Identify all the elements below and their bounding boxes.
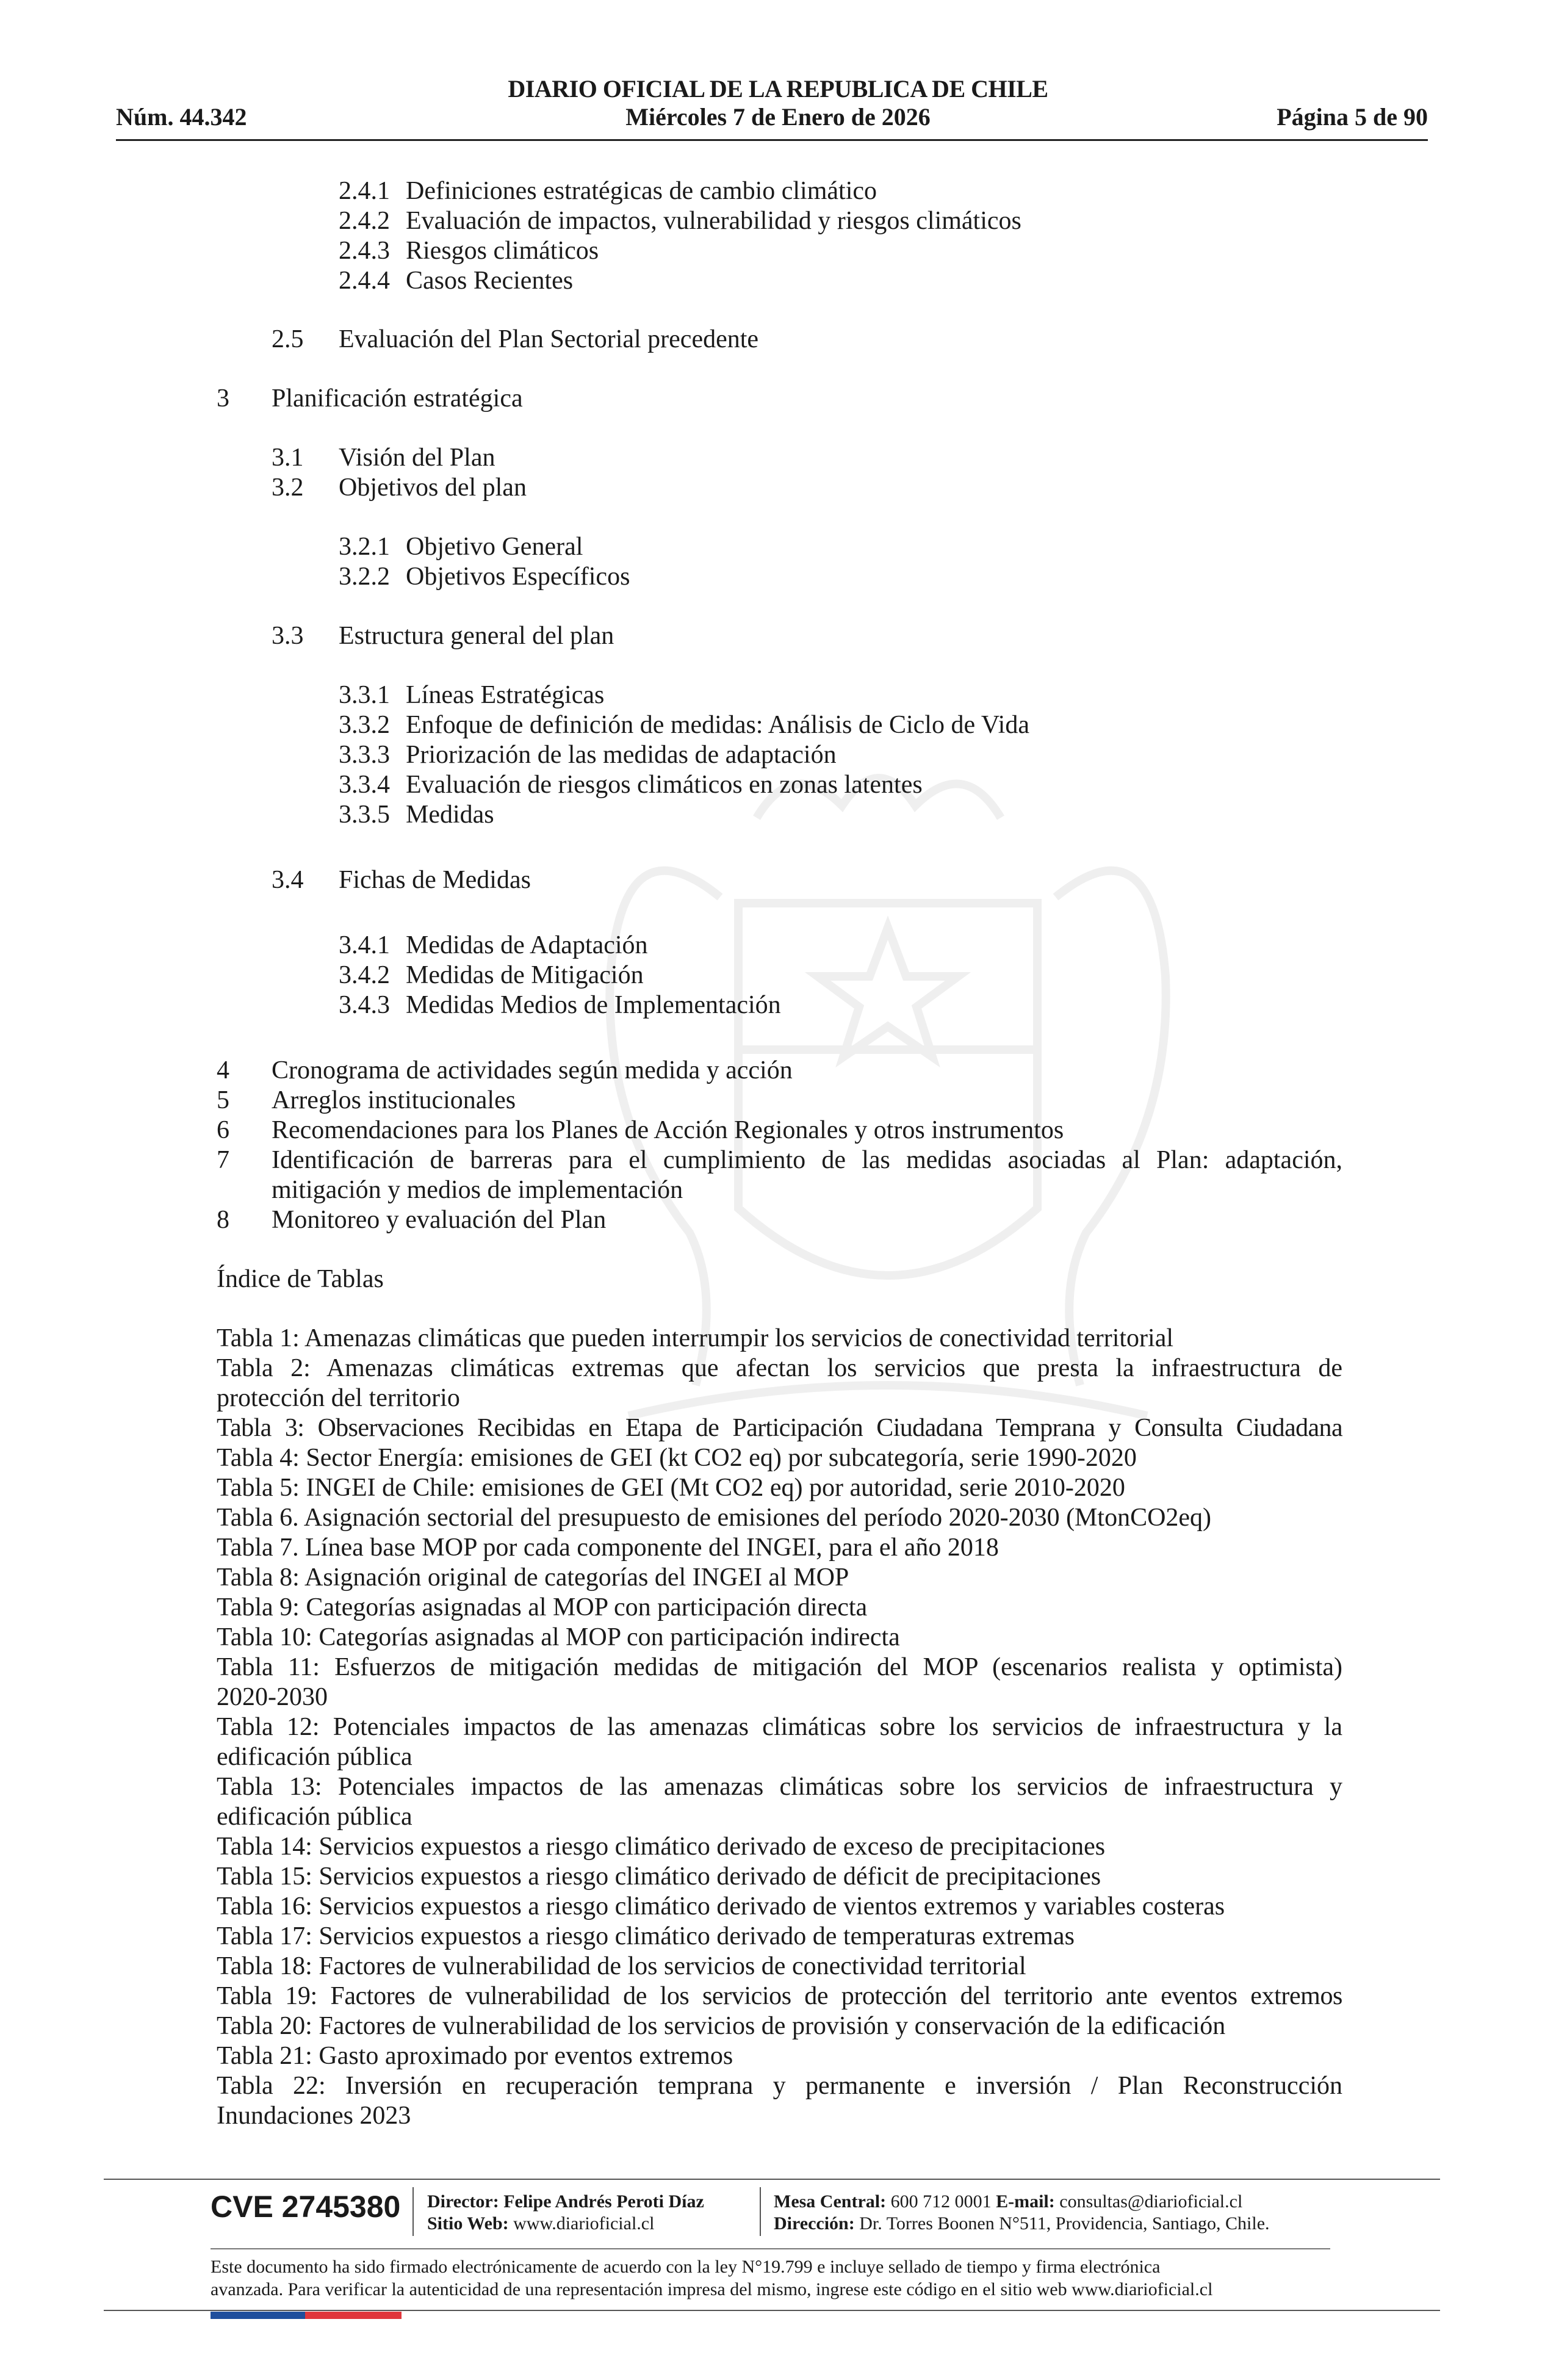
toc-number: 8 <box>217 1206 229 1234</box>
table-entry-12-line1: Tabla 12: Potenciales impactos de las amenazas climáticas sobre los servicios de infraestructura y la <box>217 1713 1342 1741</box>
toc-text: Objetivo General <box>406 533 583 561</box>
toc-text: Evaluación de riesgos climáticos en zonas latentes <box>406 771 923 799</box>
table-entry-13-line1: Tabla 13: Potenciales impactos de las amenazas climáticas sobre los servicios de infraestructura y <box>217 1773 1342 1801</box>
table-entry-2-line1: Tabla 2: Amenazas climáticas extremas que afectan los servicios que presta la infraestructura de <box>217 1354 1342 1382</box>
toc-number: 3.4.1 <box>339 931 390 959</box>
toc-number: 7 <box>217 1146 229 1174</box>
toc-text: Visión del Plan <box>339 444 495 472</box>
table-entry-12-line2: edificación pública <box>217 1743 412 1771</box>
table-entry-6: Tabla 6. Asignación sectorial del presupuesto de emisiones del período 2020-2030 (MtonCO2eq) <box>217 1504 1212 1532</box>
table-entry-9: Tabla 9: Categorías asignadas al MOP con participación directa <box>217 1593 868 1621</box>
toc-number: 3 <box>217 384 229 413</box>
toc-text: Recomendaciones para los Planes de Acción Regionales y otros instrumentos <box>272 1116 1064 1144</box>
toc-text: Priorización de las medidas de adaptación <box>406 741 837 769</box>
toc-number: 2.5 <box>272 325 304 353</box>
toc-text: Fichas de Medidas <box>339 866 531 894</box>
signature-note-line1: Este documento ha sido firmado electrónicamente de acuerdo con la ley N°19.799 e incluye sellado de tiempo y firma electrónica <box>211 2257 1161 2277</box>
table-entry-17: Tabla 17: Servicios expuestos a riesgo climático derivado de temperaturas extremas <box>217 1922 1075 1950</box>
table-entry-1: Tabla 1: Amenazas climáticas que pueden interrumpir los servicios de conectividad territorial <box>217 1324 1174 1352</box>
toc-text: Enfoque de definición de medidas: Análisis de Ciclo de Vida <box>406 711 1029 739</box>
toc-number: 5 <box>217 1086 229 1114</box>
toc-number: 3.3.5 <box>339 801 390 829</box>
table-entry-3: Tabla 3: Observaciones Recibidas en Etapa de Participación Ciudadana Temprana y Consulta Ciudadana <box>217 1414 1342 1442</box>
director-line <box>427 2191 704 2213</box>
table-entry-8: Tabla 8: Asignación original de categorías del INGEI al MOP <box>217 1563 849 1592</box>
table-entry-4: Tabla 4: Sector Energía: emisiones de GEI (kt CO2 eq) por subcategoría, serie 1990-2020 <box>217 1444 1137 1472</box>
footer-separator <box>412 2187 414 2236</box>
table-entry-13-line2: edificación pública <box>217 1803 412 1831</box>
table-entry-10: Tabla 10: Categorías asignadas al MOP con participación indirecta <box>217 1623 900 1651</box>
table-entry-11-line1: Tabla 11: Esfuerzos de mitigación medidas de mitigación del MOP (escenarios realista y optimista) <box>217 1653 1342 1681</box>
table-entry-7: Tabla 7. Línea base MOP por cada componente del INGEI, para el año 2018 <box>217 1534 999 1562</box>
mesa-label: Mesa Central: <box>774 2191 887 2212</box>
footer-divider-bottom <box>104 2310 1440 2311</box>
toc-text-7-line1: Identificación de barreras para el cumplimiento de las medidas asociadas al Plan: adaptación, <box>272 1146 1342 1174</box>
toc-number: 3.3 <box>272 622 304 650</box>
table-entry-22-line2: Inundaciones 2023 <box>217 2102 411 2130</box>
address-label: Dirección: <box>774 2213 855 2234</box>
director-label: Director: <box>427 2191 499 2212</box>
toc-number: 3.4.2 <box>339 961 390 989</box>
toc-number: 2.4.3 <box>339 237 390 265</box>
table-entry-14: Tabla 14: Servicios expuestos a riesgo climático derivado de exceso de precipitaciones <box>217 1833 1106 1861</box>
newspaper-title: DIARIO OFICIAL DE LA REPUBLICA DE CHILE <box>508 75 1048 103</box>
toc-text: Monitoreo y evaluación del Plan <box>272 1206 607 1234</box>
toc-text-7-line2: mitigación y medios de implementación <box>272 1176 683 1204</box>
toc-number: 3.3.1 <box>339 681 390 709</box>
toc-number: 3.1 <box>272 444 304 472</box>
signature-note <box>211 2256 1212 2301</box>
table-entry-19: Tabla 19: Factores de vulnerabilidad de los servicios de protección del territorio ante eventos extremos <box>217 1982 1342 2010</box>
page-number: Página 5 de 90 <box>1277 103 1428 131</box>
website-line <box>427 2213 654 2235</box>
table-entry-20: Tabla 20: Factores de vulnerabilidad de los servicios de provisión y conservación de la edificación <box>217 2012 1226 2040</box>
toc-text: Medidas de Mitigación <box>406 961 644 989</box>
table-entry-22-line1: Tabla 22: Inversión en recuperación temprana y permanente e inversión / Plan Reconstrucción <box>217 2072 1342 2100</box>
director-name: Felipe Andrés Peroti Díaz <box>503 2191 704 2212</box>
footer-divider-top <box>104 2179 1440 2180</box>
footer-divider-middle <box>211 2248 1330 2249</box>
website-link[interactable]: www.diarioficial.cl <box>513 2213 655 2234</box>
toc-number: 4 <box>217 1056 229 1084</box>
table-entry-15: Tabla 15: Servicios expuestos a riesgo climático derivado de déficit de precipitaciones <box>217 1863 1101 1891</box>
toc-number: 3.2 <box>272 474 304 502</box>
email-link[interactable]: consultas@diarioficial.cl <box>1059 2191 1243 2212</box>
table-entry-18: Tabla 18: Factores de vulnerabilidad de los servicios de conectividad territorial <box>217 1952 1026 1980</box>
toc-text: Riesgos climáticos <box>406 237 599 265</box>
email-label: E-mail: <box>996 2191 1055 2212</box>
issue-date: Miércoles 7 de Enero de 2026 <box>625 103 931 131</box>
address-line <box>774 2213 1270 2235</box>
toc-text: Evaluación de impactos, vulnerabilidad y riesgos climáticos <box>406 207 1021 235</box>
flag-stripe-blue <box>211 2312 305 2319</box>
toc-number: 2.4.2 <box>339 207 390 235</box>
toc-number: 3.4.3 <box>339 991 390 1019</box>
toc-text: Objetivos Específicos <box>406 563 630 591</box>
address-value: Dr. Torres Boonen N°511, Providencia, Santiago, Chile. <box>859 2213 1270 2234</box>
toc-text: Cronograma de actividades según medida y acción <box>272 1056 793 1084</box>
toc-number: 3.3.4 <box>339 771 390 799</box>
toc-text: Estructura general del plan <box>339 622 614 650</box>
tables-index-heading: Índice de Tablas <box>217 1265 384 1293</box>
toc-number: 2.4.4 <box>339 267 390 295</box>
toc-number: 3.2.1 <box>339 533 390 561</box>
footer-separator <box>760 2187 761 2236</box>
table-entry-2-line2: protección del territorio <box>217 1384 460 1412</box>
toc-text: Arreglos institucionales <box>272 1086 516 1114</box>
toc-number: 6 <box>217 1116 229 1144</box>
toc-text: Objetivos del plan <box>339 474 527 502</box>
toc-text: Definiciones estratégicas de cambio climático <box>406 177 877 205</box>
toc-text: Medidas Medios de Implementación <box>406 991 781 1019</box>
toc-text: Medidas de Adaptación <box>406 931 648 959</box>
contact-line <box>774 2191 1242 2213</box>
toc-text: Evaluación del Plan Sectorial precedente <box>339 325 759 353</box>
flag-stripe-red <box>305 2312 402 2319</box>
signature-note-line2: avanzada. Para verificar la autenticidad de una representación impresa del mismo, ingrese este código en el sitio web www.diarioficial.cl <box>211 2279 1213 2299</box>
toc-number: 3.3.2 <box>339 711 390 739</box>
toc-text: Medidas <box>406 801 494 829</box>
table-entry-11-line2: 2020-2030 <box>217 1683 328 1711</box>
toc-number: 2.4.1 <box>339 177 390 205</box>
toc-number: 3.3.3 <box>339 741 390 769</box>
mesa-phone: 600 712 0001 <box>890 2191 992 2212</box>
issue-number: Núm. 44.342 <box>116 103 247 131</box>
header-divider <box>116 139 1428 141</box>
toc-text: Planificación estratégica <box>272 384 523 413</box>
toc-text: Líneas Estratégicas <box>406 681 605 709</box>
toc-number: 3.4 <box>272 866 304 894</box>
table-entry-16: Tabla 16: Servicios expuestos a riesgo climático derivado de vientos extremos y variables costeras <box>217 1892 1225 1920</box>
toc-number: 3.2.2 <box>339 563 390 591</box>
website-label: Sitio Web: <box>427 2213 509 2234</box>
table-entry-5: Tabla 5: INGEI de Chile: emisiones de GEI (Mt CO2 eq) por autoridad, serie 2010-2020 <box>217 1474 1125 1502</box>
cve-code: CVE 2745380 <box>211 2190 401 2224</box>
table-entry-21: Tabla 21: Gasto aproximado por eventos extremos <box>217 2042 733 2070</box>
toc-text: Casos Recientes <box>406 267 574 295</box>
